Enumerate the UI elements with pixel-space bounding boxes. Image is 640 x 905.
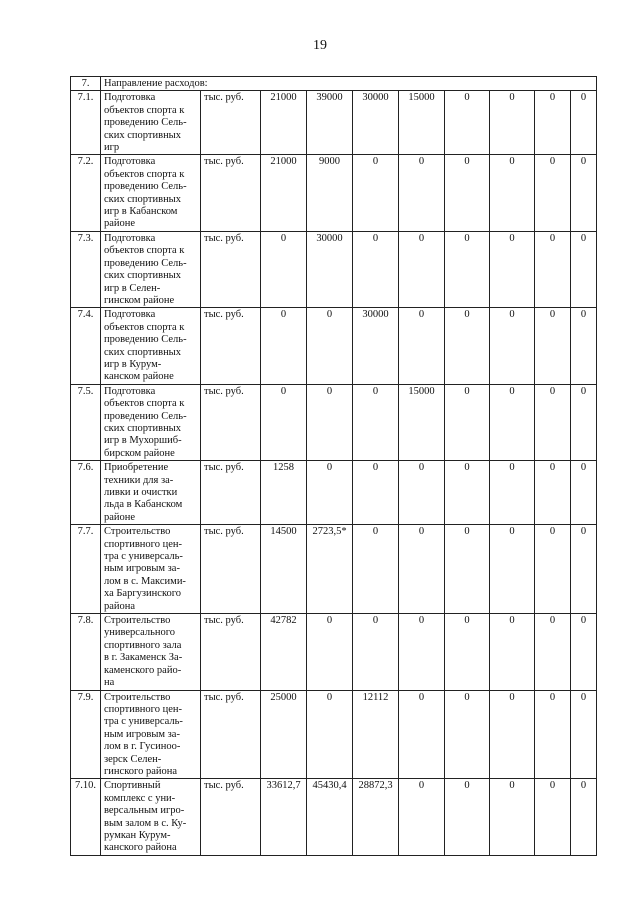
table-row [71, 461, 597, 525]
row-name-line: канского района [104, 842, 177, 854]
row-value: 0 [535, 155, 571, 231]
row-value: 0 [399, 779, 445, 855]
row-name-line: объектов спорта к [104, 168, 185, 180]
row-name-line: каменского райо- [104, 664, 182, 676]
row-name-line: универсального [104, 627, 176, 639]
row-value: 0 [535, 231, 571, 307]
row-value: 0 [445, 91, 490, 155]
row-value: 0 [353, 461, 399, 525]
row-name-line: проведению Сель- [104, 257, 187, 269]
row-name-line: спортивного цен- [104, 703, 182, 715]
row-value: 0 [261, 231, 307, 307]
row-name-line: районе [104, 511, 136, 523]
row-name-line: игр в Кабанском [104, 206, 178, 218]
row-value: 0 [445, 461, 490, 525]
row-name-line: лом в г. Гусиноо- [104, 741, 181, 753]
row-value: 0 [399, 690, 445, 779]
section-header-row [71, 77, 597, 91]
row-value: 0 [445, 779, 490, 855]
row-name-line: вым залом в с. Ку- [104, 817, 187, 829]
row-name-line: Подготовка [104, 156, 156, 168]
row-value: 0 [490, 384, 535, 460]
row-value: 0 [535, 91, 571, 155]
row-unit: тыс. руб. [201, 525, 261, 614]
row-name-line: гинского района [104, 765, 178, 777]
row-value: 15000 [399, 384, 445, 460]
row-value: 12112 [353, 690, 399, 779]
row-name [101, 690, 201, 779]
row-name-line: бирском районе [104, 447, 175, 459]
row-value: 0 [445, 690, 490, 779]
row-code: 7.9. [71, 690, 101, 779]
row-value: 0 [399, 308, 445, 384]
row-value: 0 [307, 384, 353, 460]
page-number: 19 [313, 38, 327, 53]
row-value: 0 [445, 155, 490, 231]
row-code: 7.5. [71, 384, 101, 460]
row-value: 0 [490, 614, 535, 690]
row-code: 7.1. [71, 91, 101, 155]
row-name-line: тра с универсаль- [104, 716, 183, 728]
row-value: 0 [307, 614, 353, 690]
row-value: 0 [490, 231, 535, 307]
row-value: 0 [399, 231, 445, 307]
row-name-line: игр в Селен- [104, 282, 161, 294]
row-code: 7.6. [71, 461, 101, 525]
row-name-line: объектов спорта к [104, 321, 185, 333]
row-name-line: румкан Курум- [104, 829, 171, 841]
row-unit: тыс. руб. [201, 779, 261, 855]
row-name [101, 155, 201, 231]
row-value: 14500 [261, 525, 307, 614]
row-name-line: Подготовка [104, 385, 156, 397]
row-name-line: канском районе [104, 371, 174, 383]
row-name-line: на [104, 677, 115, 689]
row-value: 30000 [307, 231, 353, 307]
row-name-line: Строительство [104, 526, 171, 538]
row-value: 0 [445, 231, 490, 307]
row-name-line: районе [104, 218, 136, 230]
row-code: 7.10. [71, 779, 101, 855]
row-code: 7.7. [71, 525, 101, 614]
row-value: 0 [490, 308, 535, 384]
row-value: 39000 [307, 91, 353, 155]
table-row [71, 614, 597, 690]
row-value: 0 [535, 384, 571, 460]
row-name-line: проведению Сель- [104, 410, 187, 422]
row-unit: тыс. руб. [201, 384, 261, 460]
row-value: 0 [571, 525, 597, 614]
row-code: 7.3. [71, 231, 101, 307]
row-value: 45430,4 [307, 779, 353, 855]
row-value: 21000 [261, 91, 307, 155]
row-name [101, 231, 201, 307]
table-row [71, 231, 597, 307]
row-name-line: ха Баргузинского [104, 588, 182, 600]
row-name-line: ливки и очистки [104, 487, 178, 498]
row-value: 0 [399, 614, 445, 690]
table-row [71, 384, 597, 460]
table-row [71, 779, 597, 855]
row-name-line: ских спортивных [104, 270, 181, 282]
row-unit: тыс. руб. [201, 308, 261, 384]
row-value: 0 [445, 614, 490, 690]
row-value: 0 [490, 461, 535, 525]
row-value: 42782 [261, 614, 307, 690]
row-value: 0 [353, 614, 399, 690]
row-code: 7.2. [71, 155, 101, 231]
row-name-line: ских спортивных [104, 193, 181, 205]
row-name-line: Приобретение [104, 462, 169, 474]
row-value: 0 [399, 461, 445, 525]
row-value: 0 [353, 231, 399, 307]
row-name [101, 308, 201, 384]
row-value: 0 [535, 461, 571, 525]
row-value: 0 [571, 155, 597, 231]
row-value: 30000 [353, 91, 399, 155]
row-value: 33612,7 [261, 779, 307, 855]
row-value: 0 [571, 91, 597, 155]
row-unit: тыс. руб. [201, 690, 261, 779]
row-name-line: проведению Сель- [104, 334, 187, 346]
row-value: 0 [307, 690, 353, 779]
row-value: 9000 [307, 155, 353, 231]
row-value: 0 [571, 461, 597, 525]
row-value: 0 [571, 690, 597, 779]
row-value: 0 [490, 155, 535, 231]
row-unit: тыс. руб. [201, 614, 261, 690]
row-name-line: Подготовка [104, 92, 156, 104]
row-name [101, 779, 201, 855]
row-value: 0 [535, 690, 571, 779]
table-row [71, 308, 597, 384]
row-value: 0 [571, 614, 597, 690]
row-unit: тыс. руб. [201, 155, 261, 231]
row-name-line: ских спортивных [104, 129, 181, 141]
row-value: 0 [571, 779, 597, 855]
row-code: 7.4. [71, 308, 101, 384]
table-row [71, 91, 597, 155]
row-name-line: Строительство [104, 691, 171, 703]
row-name-line: техники для за- [104, 474, 174, 486]
row-value: 15000 [399, 91, 445, 155]
row-name-line: Спортивный [104, 780, 161, 792]
table-row [71, 525, 597, 614]
row-name [101, 91, 201, 155]
expenditure-table [70, 76, 597, 856]
row-name-line: игр в Курум- [104, 358, 162, 370]
row-value: 0 [353, 384, 399, 460]
row-name-line: версальным игро- [104, 805, 185, 817]
row-value: 0 [535, 525, 571, 614]
row-value: 0 [490, 690, 535, 779]
row-name-line: района [104, 600, 136, 612]
row-name-line: проведению Сель- [104, 117, 187, 129]
row-value: 0 [571, 384, 597, 460]
row-name [101, 384, 201, 460]
row-value: 0 [261, 308, 307, 384]
row-name-line: объектов спорта к [104, 245, 185, 257]
row-name-line: спортивного зала [104, 639, 182, 651]
row-value: 0 [353, 525, 399, 614]
row-name-line: спортивного цен- [104, 538, 182, 550]
row-name-line: Строительство [104, 615, 171, 627]
row-name [101, 525, 201, 614]
row-value: 0 [307, 308, 353, 384]
row-value: 30000 [353, 308, 399, 384]
row-value: 2723,5* [307, 525, 353, 614]
row-name-line: Подготовка [104, 232, 156, 244]
row-name-line: гинском районе [104, 294, 175, 306]
row-unit: тыс. руб. [201, 461, 261, 525]
row-value: 0 [571, 231, 597, 307]
section-title: Направление расходов: [101, 77, 597, 91]
row-code: 7.8. [71, 614, 101, 690]
row-name-line: в г. Закаменск За- [104, 652, 183, 664]
row-name-line: ным игровым за- [104, 728, 180, 740]
row-name-line: тра с универсаль- [104, 551, 183, 563]
row-value: 0 [490, 525, 535, 614]
row-name-line: комплекс с уни- [104, 792, 176, 804]
row-name-line: лом в с. Максими- [104, 575, 186, 587]
row-value: 0 [445, 384, 490, 460]
row-value: 0 [307, 461, 353, 525]
row-unit: тыс. руб. [201, 91, 261, 155]
row-name-line: ских спортивных [104, 346, 181, 358]
row-value: 0 [445, 525, 490, 614]
row-name-line: объектов спорта к [104, 398, 185, 410]
row-name-line: зерск Селен- [104, 753, 162, 765]
row-name-line: ских спортивных [104, 422, 181, 434]
row-value: 1258 [261, 461, 307, 525]
row-name-line: ным игровым за- [104, 563, 180, 575]
row-value: 0 [261, 384, 307, 460]
row-name-line: Подготовка [104, 309, 156, 321]
row-value: 21000 [261, 155, 307, 231]
row-value: 0 [490, 779, 535, 855]
row-name-line: льда в Кабанском [104, 499, 183, 511]
row-value: 0 [399, 155, 445, 231]
row-value: 28872,3 [353, 779, 399, 855]
row-name [101, 461, 201, 525]
row-value: 0 [399, 525, 445, 614]
row-value: 0 [571, 308, 597, 384]
row-value: 0 [535, 614, 571, 690]
row-value: 0 [353, 155, 399, 231]
row-name [101, 614, 201, 690]
row-name-line: игр в Мухоршиб- [104, 435, 182, 447]
row-value: 0 [535, 308, 571, 384]
row-name-line: проведению Сель- [104, 181, 187, 193]
row-unit: тыс. руб. [201, 231, 261, 307]
row-value: 0 [535, 779, 571, 855]
row-value: 0 [445, 308, 490, 384]
row-name-line: игр [104, 142, 120, 154]
table-row [71, 690, 597, 779]
row-value: 25000 [261, 690, 307, 779]
row-name-line: объектов спорта к [104, 104, 185, 116]
table-row [71, 155, 597, 231]
section-code: 7. [71, 77, 101, 91]
row-value: 0 [490, 91, 535, 155]
